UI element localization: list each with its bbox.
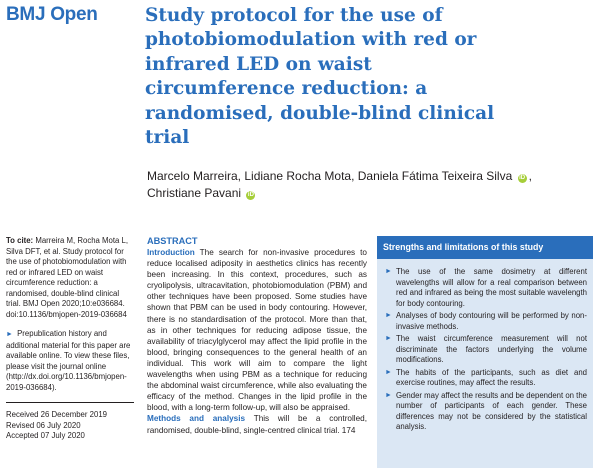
authors-line-2: Christiane Pavani [147, 186, 242, 200]
triangle-bullet-icon: ► [385, 391, 392, 399]
list-item: ► The waist circumference measurement will not discriminate the factors underlying the volume modifications. [385, 334, 587, 364]
triangle-bullet-icon: ► [385, 335, 392, 342]
triangle-bullet-icon: ► [385, 368, 392, 376]
prepublication-text: Prepublication history and additional material for this paper are available online. To view these files, please visit the journal online (http://dx.doi.org/10.1136/bmjopen-2019-036684). [6, 329, 131, 392]
article-info-sidebar [6, 236, 134, 442]
strengths-limitations-box [377, 236, 593, 468]
list-item: ► The use of the same dosimetry at different wavelengths will allow for a real comparison between red and infrared as being the most suitable wavelength for body contouring. [385, 267, 587, 308]
strengths-limitations-heading: Strengths and limitations of this study [377, 236, 593, 259]
author-list: Marcelo Marreira, Lidiane Rocha Mota, Daniela Fátima Teixeira Silva iD , Christiane Pavani iD [147, 169, 532, 200]
abstract-introduction [147, 247, 367, 413]
introduction-label: Introduction [147, 248, 195, 257]
article-title: Study protocol for the use of photobiomodulation with red or infrared LED on waist circumference reduction: a randomised, double-blind clinical trial [145, 5, 495, 149]
journal-name: BMJ Open [6, 4, 98, 25]
accepted-date: Accepted 07 July 2020 [6, 431, 85, 440]
list-item: ► Analyses of body contouring will be performed by non-invasive methods. [385, 311, 587, 331]
triangle-bullet-icon: ► [6, 331, 13, 338]
revised-date: Revised 06 July 2020 [6, 420, 81, 430]
abstract-methods [147, 413, 367, 435]
cite-label: To cite: [6, 236, 34, 245]
orcid-icon[interactable]: iD [247, 192, 254, 198]
strengths-limitations-list [377, 259, 593, 433]
introduction-text: The search for non-invasive procedures to reduce localised adiposity in aesthetics clinics has recently been increasing. In this context, procedures, such as cryolipolysis, ultracavitation, photobiomodulation (PBM) and other techniques have been proposed. Some studies have shown that PBM can be used in body contouring. However, there is no standardisation of the protocol. More than that, as in other techniques for reducing adipose tissue, the availability of triacylglycerol may affect the lipid profile in the blood, bringing consequences to the general health of an individual. This work will aim to compare the light wavelengths when using PBM as a technique for reducing the abdominal waist circumference, while also evaluating the efficacy of the method. Changes in the lipid profile in the blood, with a long-term follow-up, will also be appraised. [147, 248, 367, 413]
history-dates [6, 402, 134, 442]
abstract [147, 236, 367, 436]
methods-text: This will be a controlled, randomised, double-blind, single-centred clinical trial. 174 [147, 414, 367, 435]
orcid-icon[interactable]: iD [519, 175, 526, 181]
authors-line-1: Marcelo Marreira, Lidiane Rocha Mota, Daniela Fátima Teixeira Silva [147, 169, 513, 183]
abstract-heading: ABSTRACT [147, 236, 198, 246]
cite-text: Marreira M, Rocha Mota L, Silva DFT, et al. Study protocol for the use of photobiomodulation with red or infrared LED on waist circumference reduction: a randomised, double-blind clinical trial. BMJ Open 2020;10:e036684. doi:10.1136/bmjopen-2019-036684 [6, 236, 129, 319]
triangle-bullet-icon: ► [385, 268, 392, 275]
list-item: ► The habits of the participants, such as diet and exercise routines, may affect the results. [385, 367, 587, 387]
triangle-bullet-icon: ► [385, 312, 392, 319]
citation [6, 236, 134, 320]
prepublication-note [6, 329, 134, 393]
list-item: ► Gender may affect the results and be dependent on the number of participants of each gender. These differences may not be considered by the statistical analysis. [385, 390, 588, 431]
received-date: Received 26 December 2019 [6, 410, 107, 419]
methods-label: Methods and analysis [147, 414, 246, 424]
